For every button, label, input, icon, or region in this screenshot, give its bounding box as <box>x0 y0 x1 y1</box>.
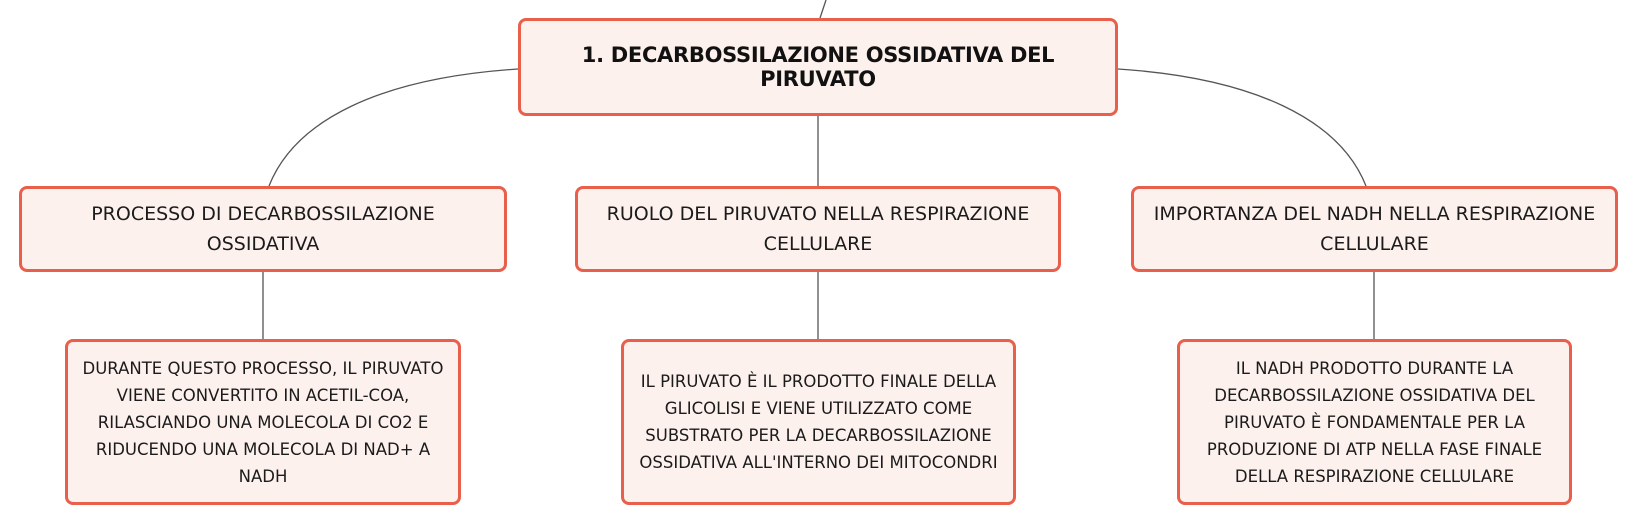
branch-label: IMPORTANZA DEL NADH NELLA RESPIRAZIONE CELLULARE <box>1153 203 1596 255</box>
connector-root-to-branch-1 <box>269 69 518 186</box>
root-topic-node[interactable] <box>518 18 1118 116</box>
branch-label: PROCESSO DI DECARBOSSILAZIONE OSSIDATIVA <box>91 203 435 255</box>
connector-parent-to-root <box>820 0 826 18</box>
detail-node-decarboxylation-process[interactable] <box>65 339 461 505</box>
connector-root-to-branch-3 <box>1118 69 1366 186</box>
detail-text: IL PIRUVATO È IL PRODOTTO FINALE DELLA GLICOLISI E VIENE UTILIZZATO COME SUBSTRATO PER LA DECARBOSSILAZIONE OSSIDATIVA ALL'INTERNO DEI MITOCONDRI <box>639 372 998 472</box>
detail-text: DURANTE QUESTO PROCESSO, IL PIRUVATO VIENE CONVERTITO IN ACETIL-COA, RILASCIANDO UNA MOLECOLA DI CO2 E RIDUCENDO UNA MOLECOLA DI NAD+ A NADH <box>82 358 444 486</box>
branch-node-decarboxylation-process[interactable] <box>19 186 507 272</box>
detail-text: IL NADH PRODOTTO DURANTE LA DECARBOSSILAZIONE OSSIDATIVA DEL PIRUVATO È FONDAMENTALE PER LA PRODUZIONE DI ATP NELLA FASE FINALE DELLA RESPIRAZIONE CELLULARE <box>1206 358 1543 486</box>
branch-node-pyruvate-role[interactable] <box>575 186 1061 272</box>
detail-node-pyruvate-role[interactable] <box>621 339 1016 505</box>
detail-node-nadh-importance[interactable] <box>1177 339 1572 505</box>
branch-label: RUOLO DEL PIRUVATO NELLA RESPIRAZIONE CELLULARE <box>606 203 1030 255</box>
root-topic-label: 1. DECARBOSSILAZIONE OSSIDATIVA DEL PIRUVATO <box>581 43 1055 91</box>
branch-node-nadh-importance[interactable] <box>1131 186 1618 272</box>
